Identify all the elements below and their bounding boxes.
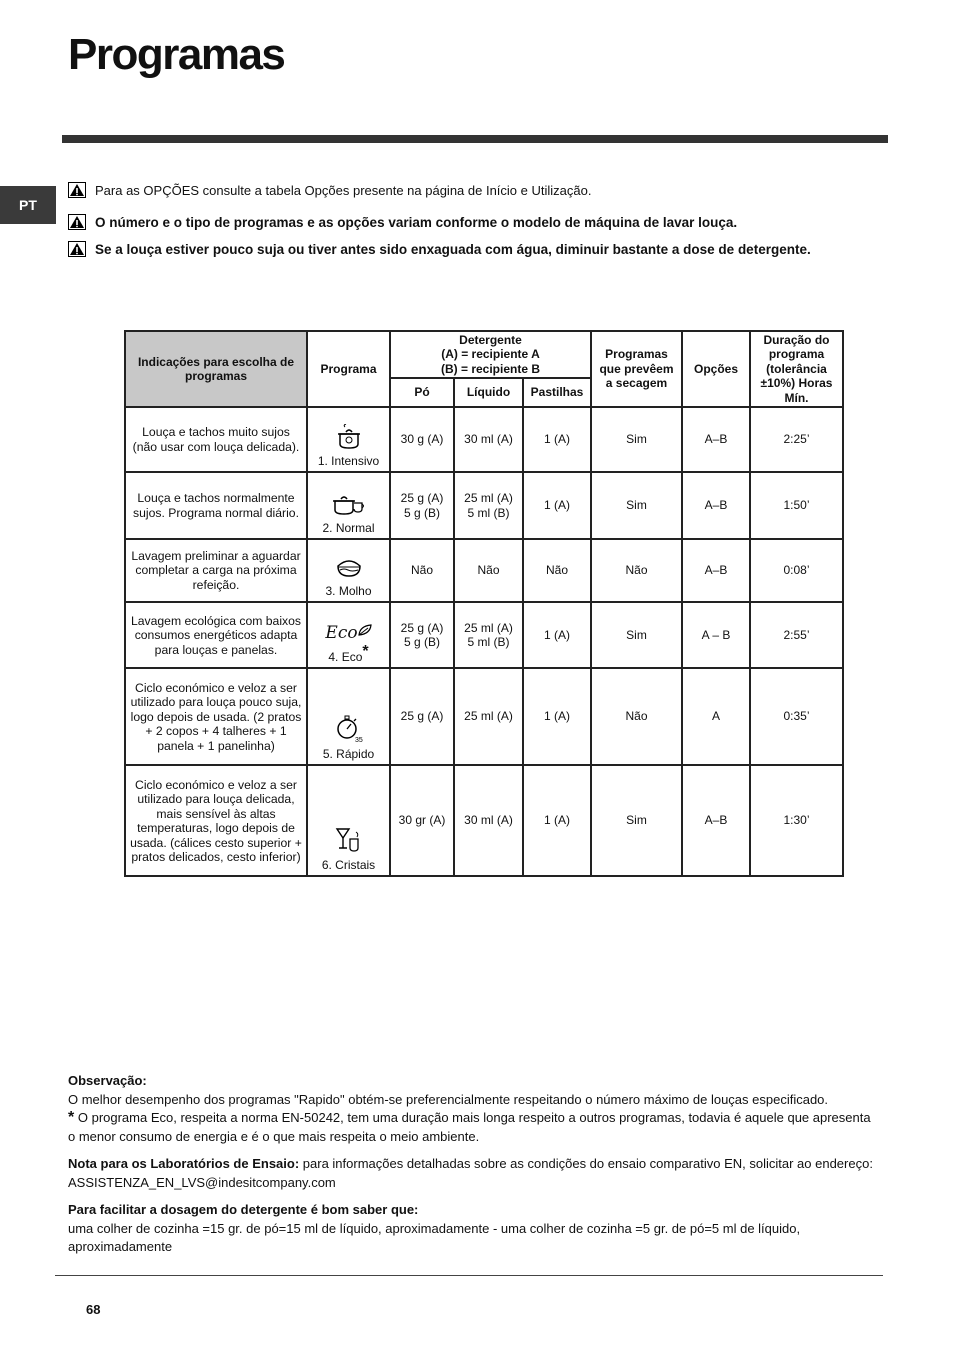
powder-dose-a: 25 g (A) [400, 709, 444, 724]
duration-value: 0:08’ [750, 539, 843, 602]
soak-bowl-icon [334, 558, 364, 580]
table-row [125, 765, 843, 876]
header-detergent [390, 331, 591, 378]
duration-value: 2:55’ [750, 602, 843, 668]
drying-value: Sim [591, 602, 682, 668]
options-value: A–B [682, 407, 750, 472]
options-value: A – B [682, 602, 750, 668]
liquid-dose-b: 5 ml (B) [467, 635, 510, 649]
powder-dose-b: 5 g (B) [403, 505, 440, 520]
powder-dose [390, 602, 454, 668]
header-liquid: Líquido [454, 378, 523, 407]
header-detergent-title: Detergente [459, 332, 522, 347]
header-rule [62, 135, 888, 143]
liquid-dose [454, 407, 523, 472]
liquid-dose-b: 5 ml (B) [467, 505, 510, 520]
leaf-icon [358, 624, 372, 636]
program-name: 4. Eco [328, 649, 363, 664]
header-options: Opções [682, 331, 750, 407]
drying-value: Não [591, 539, 682, 602]
duration-value: 2:25’ [750, 407, 843, 472]
powder-dose [390, 472, 454, 539]
powder-dose-a: 25 g (A) [400, 491, 444, 505]
table-row [125, 668, 843, 765]
table-row [125, 602, 843, 668]
program-name: 2. Normal [322, 520, 375, 535]
footer-rule [55, 1275, 883, 1276]
powder-dose-a: 30 gr (A) [398, 813, 446, 828]
table-row [125, 407, 843, 472]
warning-options-note [68, 181, 828, 200]
program-cell [307, 668, 390, 765]
duration-value: 1:50’ [750, 472, 843, 539]
warning-icon [68, 241, 86, 257]
liquid-dose-a: 30 ml (A) [464, 813, 513, 828]
liquid-dose-a: 25 ml (A) [464, 709, 513, 724]
program-name: 3. Molho [325, 583, 372, 598]
page-title: Programas [68, 30, 285, 79]
duration-value: 0:35’ [750, 668, 843, 765]
powder-dose-b: 5 g (B) [403, 635, 440, 649]
drying-value: Sim [591, 765, 682, 876]
page-number: 68 [86, 1302, 101, 1317]
eco-note-asterisk: * [68, 1109, 75, 1126]
program-cell [307, 407, 390, 472]
liquid-dose [454, 539, 523, 602]
liquid-dose-a: 25 ml (A) [464, 620, 513, 635]
lab-note-title: Nota para os Laboratórios de Ensaio: [68, 1156, 300, 1171]
observation-text: O melhor desempenho dos programas "Rapido" obtém-se preferencialmente respeitando o número máximo de louças especificado. [68, 1091, 829, 1107]
powder-dose-a: 25 g (A) [400, 620, 444, 635]
language-tab: PT [0, 186, 56, 224]
program-description: Ciclo económico e veloz a ser utilizado para louça pouco suja, logo depois de usada. (2 pratos + 2 copos + 4 talheres + 1 panela + 1 panelinha) [125, 668, 307, 765]
eco-note [68, 1109, 878, 1146]
warning-text: O número e o tipo de programas e as opções variam conforme o modelo de máquina de lavar louça. [95, 215, 738, 230]
warning-program-variation [68, 213, 828, 232]
table-row [125, 472, 843, 539]
programs-table [124, 330, 844, 877]
header-indications: Indicações para escolha de programas [125, 331, 307, 407]
drying-value: Não [591, 668, 682, 765]
lab-note-text: para informações detalhadas sobre as condições do ensaio comparativo EN, solicitar ao endereço: ASSISTENZA_EN_LVS@indesitcompany.com [68, 1156, 873, 1190]
pot-cup-normal-icon [332, 491, 366, 517]
options-value: A [682, 668, 750, 765]
lab-note [68, 1155, 878, 1192]
stopwatch-icon [334, 713, 364, 743]
liquid-dose [454, 668, 523, 765]
eco-asterisk: * [362, 642, 369, 660]
program-cell [307, 472, 390, 539]
tablets-dose: Não [523, 539, 591, 602]
liquid-dose-a: 30 ml (A) [464, 432, 513, 447]
tablets-dose: 1 (A) [523, 765, 591, 876]
program-cell [307, 602, 390, 668]
liquid-dose [454, 765, 523, 876]
header-duration: Duração do programa (tolerância ±10%) Horas Mín. [750, 331, 843, 407]
warning-text: Se a louça estiver pouco suja ou tiver antes sido enxaguada com água, diminuir bastante a dose de detergente. [95, 242, 811, 257]
options-value: A–B [682, 765, 750, 876]
powder-dose-a: Não [410, 563, 433, 578]
warning-detergent-dose [68, 240, 828, 259]
liquid-dose [454, 472, 523, 539]
tablets-dose: 1 (A) [523, 472, 591, 539]
powder-dose-a: 30 g (A) [400, 432, 444, 447]
notes-section [68, 1072, 878, 1257]
powder-dose [390, 765, 454, 876]
eco-icon-text: Eco [325, 622, 358, 643]
header-drying: Programas que prevêem a secagem [591, 331, 682, 407]
powder-dose [390, 407, 454, 472]
powder-dose [390, 668, 454, 765]
eco-note-text: O programa Eco, respeita a norma EN-50242, tem uma duração mais longa respeito a outros programas, todavia é aquele que apresenta o menor consumo de energia e é o que mais respeita o meio ambiente. [68, 1110, 871, 1144]
dosage-title: Para facilitar a dosagem do detergente é bom saber que: [68, 1202, 419, 1217]
header-powder: Pó [390, 378, 454, 407]
tablets-dose: 1 (A) [523, 602, 591, 668]
program-name: 5. Rápido [322, 746, 375, 761]
tablets-dose: 1 (A) [523, 668, 591, 765]
header-tablets: Pastilhas [523, 378, 591, 407]
eco-leaf-icon [325, 623, 373, 643]
observation-title: Observação: [68, 1073, 147, 1088]
warning-icon [68, 214, 86, 230]
options-value: A–B [682, 472, 750, 539]
table-row [125, 539, 843, 602]
warning-icon [68, 182, 86, 198]
header-detergent-a: (A) = recipiente A [441, 347, 540, 362]
program-name: 1. Intensivo [317, 453, 380, 468]
program-description: Ciclo económico e veloz a ser utilizado para louça delicada, mais sensível às altas temperaturas, logo depois de usada. (cálices cesto superior + pratos delicados, cesto inferior) [125, 765, 307, 876]
glass-cup-icon [334, 826, 364, 854]
program-description: Louça e tachos normalmente sujos. Programa normal diário. [125, 472, 307, 539]
header-detergent-b: (B) = recipiente B [440, 361, 541, 376]
tablets-dose: 1 (A) [523, 407, 591, 472]
dosage-text: uma colher de cozinha =15 gr. de pó=15 ml de líquido, aproximadamente - uma colher de cozinha =5 gr. de pó=5 ml de líquido, aproximadamente [68, 1220, 801, 1254]
drying-value: Sim [591, 407, 682, 472]
program-cell [307, 765, 390, 876]
liquid-dose-a: Não [477, 563, 500, 578]
header-program: Programa [307, 331, 390, 407]
liquid-dose [454, 602, 523, 668]
stopwatch-minutes-label: 35 [354, 736, 363, 743]
drying-value: Sim [591, 472, 682, 539]
program-cell [307, 539, 390, 602]
program-description: Lavagem ecológica com baixos consumos energéticos adapta para louças e panelas. [125, 602, 307, 668]
program-description: Louça e tachos muito sujos (não usar com louça delicada). [125, 407, 307, 472]
program-name: 6. Cristais [321, 857, 376, 872]
powder-dose [390, 539, 454, 602]
options-value: A–B [682, 539, 750, 602]
pot-intensive-icon [334, 424, 364, 450]
liquid-dose-a: 25 ml (A) [464, 491, 513, 505]
warning-text: Para as OPÇÕES consulte a tabela Opções presente na página de Início e Utilização. [95, 183, 592, 198]
program-description: Lavagem preliminar a aguardar completar a carga na próxima refeição. [125, 539, 307, 602]
duration-value: 1:30’ [750, 765, 843, 876]
